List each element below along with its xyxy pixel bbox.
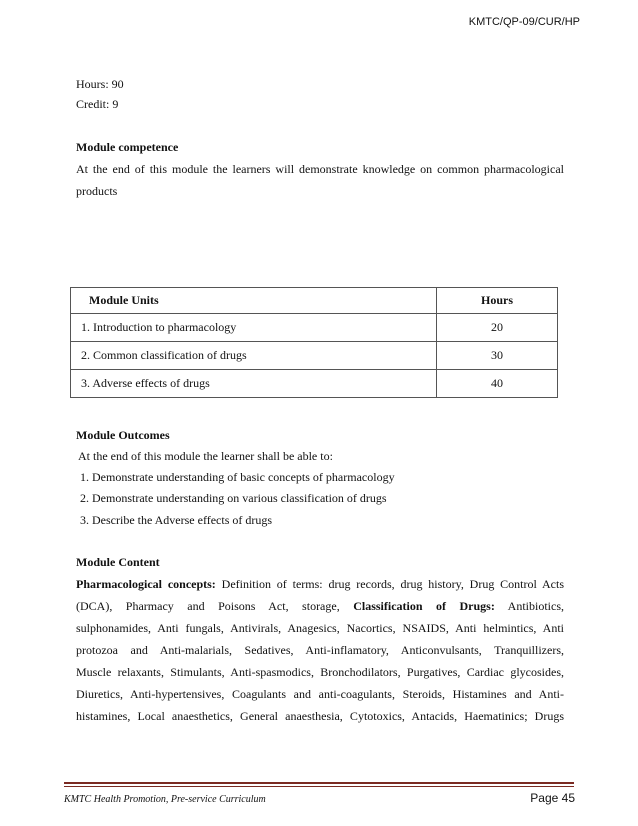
table-row — [71, 342, 558, 370]
content-line-text: Antibiotics, — [494, 599, 564, 613]
competence-heading: Module competence — [76, 140, 179, 154]
competence-text-line2: products — [76, 184, 118, 198]
col-header-hours: Hours — [437, 288, 558, 314]
footer-rule-thin — [64, 786, 574, 787]
module-units-table — [70, 287, 558, 398]
outcome-item: 3. Describe the Adverse effects of drugs — [80, 513, 273, 527]
table-row — [71, 370, 558, 398]
content-line: Diuretics, Anti-hypertensives, Coagulants and anti-coagulants, Steroids, Histamines and Anti- — [76, 687, 564, 701]
hours-cell: 40 — [437, 370, 558, 398]
content-line — [76, 599, 564, 613]
outcome-item: 2. Demonstrate understanding on various classification of drugs — [80, 491, 387, 505]
content-line: histamines, Local anaesthetics, General anaesthesia, Cytotoxics, Antacids, Haematinics; Drugs — [76, 709, 564, 723]
table-row — [71, 314, 558, 342]
page-number: Page 45 — [530, 791, 575, 805]
outcomes-heading: Module Outcomes — [76, 428, 170, 442]
hours-cell: 30 — [437, 342, 558, 370]
pharmacological-concepts-label: Pharmacological concepts: — [76, 577, 216, 591]
hours-cell: 20 — [437, 314, 558, 342]
content-line: protozoa and Anti-malarials, Sedatives, Anti-inflamatory, Anticonvulsants, Tranquillizers, — [76, 643, 564, 657]
content-line: sulphonamides, Anti fungals, Antivirals, Anagesics, Nacortics, NSAIDS, Anti helmintics, Anti — [76, 621, 564, 635]
content-line: Muscle relaxants, Stimulants, Anti-spasmodics, Bronchodilators, Purgatives, Cardiac glycosides, — [76, 665, 564, 679]
table-header-row — [71, 288, 558, 314]
content-line — [76, 577, 564, 591]
outcomes-intro: At the end of this module the learner shall be able to: — [78, 449, 333, 463]
hours-line: Hours: 90 — [76, 77, 124, 91]
outcome-item: 1. Demonstrate understanding of basic concepts of pharmacology — [80, 470, 395, 484]
content-heading: Module Content — [76, 555, 160, 569]
footer-title: KMTC Health Promotion, Pre-service Curriculum — [64, 794, 266, 805]
footer-rule-thick — [64, 782, 574, 784]
classification-label: Classification of Drugs: — [353, 599, 495, 613]
unit-cell: 3. Adverse effects of drugs — [71, 370, 437, 398]
content-line-text: (DCA), Pharmacy and Poisons Act, storage, — [76, 599, 354, 613]
unit-cell: 1. Introduction to pharmacology — [71, 314, 437, 342]
content-line-text: Definition of terms: drug records, drug history, Drug Control Acts — [215, 577, 565, 591]
header-code: KMTC/QP-09/CUR/HP — [468, 16, 580, 28]
competence-text-line1: At the end of this module the learners will demonstrate knowledge on common pharmacological — [76, 162, 564, 176]
col-header-units: Module Units — [71, 288, 437, 314]
unit-cell: 2. Common classification of drugs — [71, 342, 437, 370]
credit-line: Credit: 9 — [76, 97, 119, 111]
